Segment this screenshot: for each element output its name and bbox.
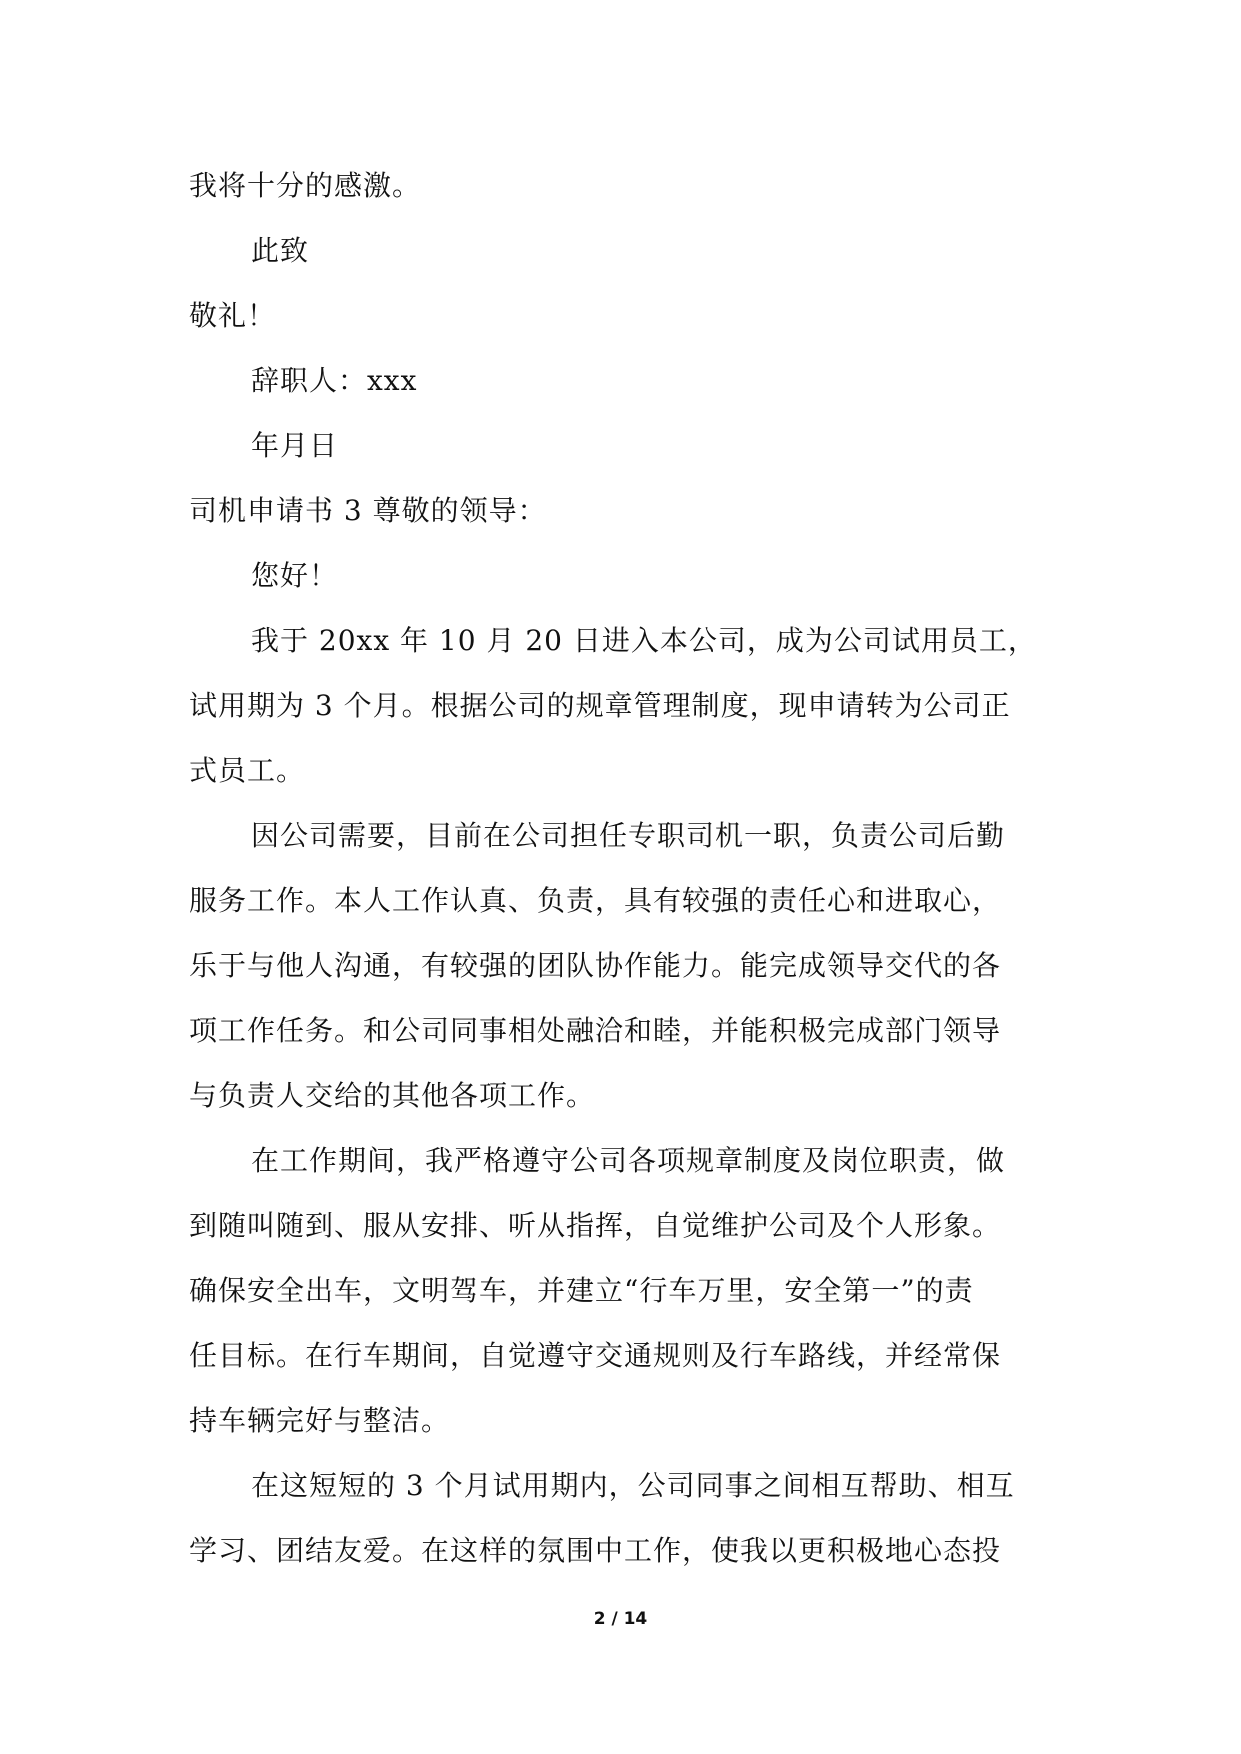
text-line: 在这短短的 3 个月试用期内，公司同事之间相互帮助、相互 <box>251 1469 1015 1502</box>
text-line: 在工作期间，我严格遵守公司各项规章制度及岗位职责，做 <box>251 1144 1006 1177</box>
text-line: 到随叫随到、服从安排、听从指挥，自觉维护公司及个人形象。 <box>189 1209 1002 1242</box>
text-line-closing-thanks: 我将十分的感激。 <box>189 169 422 202</box>
text-line-salutation-close: 此致 <box>251 234 310 267</box>
text-line: 乐于与他人沟通，有较强的团队协作能力。能完成领导交代的各 <box>189 949 1002 982</box>
text-line: 项工作任务。和公司同事相处融洽和睦，并能积极完成部门领导 <box>189 1014 1002 1047</box>
text-line: 确保安全出车，文明驾车，并建立“行车万里，安全第一”的责 <box>189 1274 974 1307</box>
letter-body <box>189 153 1069 1583</box>
text-line: 持车辆完好与整洁。 <box>189 1404 451 1437</box>
text-line: 式员工。 <box>189 754 306 787</box>
text-line-section-heading: 司机申请书 3 尊敬的领导： <box>189 494 547 527</box>
text-line: 服务工作。本人工作认真、负责，具有较强的责任心和进取心， <box>189 884 1002 917</box>
text-line-date: 年月日 <box>251 429 339 462</box>
text-line: 我于 20xx 年 10 月 20 日进入本公司，成为公司试用员工， <box>251 624 1037 657</box>
text-line: 任目标。在行车期间，自觉遵守交通规则及行车路线，并经常保 <box>189 1339 1002 1372</box>
text-line: 试用期为 3 个月。根据公司的规章管理制度，现申请转为公司正 <box>189 689 1011 722</box>
text-line-greeting: 您好！ <box>251 559 339 592</box>
text-line-signer: 辞职人：xxx <box>251 364 418 397</box>
text-line-regards: 敬礼！ <box>189 299 277 332</box>
text-line: 学习、团结友爱。在这样的氛围中工作，使我以更积极地心态投 <box>189 1534 1002 1567</box>
page-number: 2 / 14 <box>593 1609 648 1629</box>
text-line: 因公司需要，目前在公司担任专职司机一职，负责公司后勤 <box>251 819 1006 852</box>
text-line: 与负责人交给的其他各项工作。 <box>189 1079 596 1112</box>
